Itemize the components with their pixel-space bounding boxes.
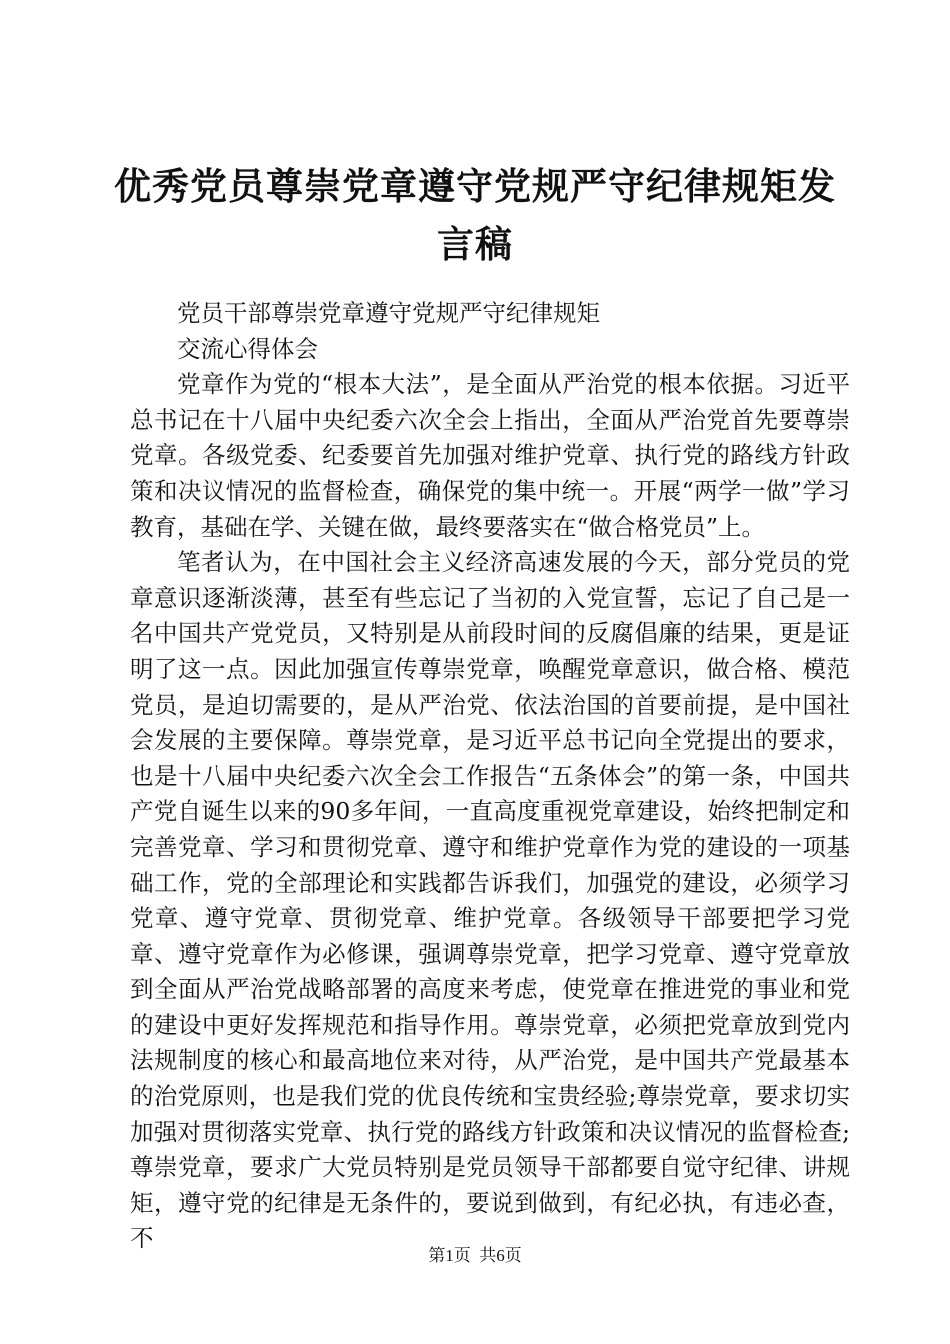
subtitle-line-1: 党员干部尊崇党章遵守党规严守纪律规矩 [177, 299, 600, 327]
paragraph-2: 笔者认为，在中国社会主义经济高速发展的今天，部分党员的党章意识逐渐淡薄，甚至有些忘记了当初的入党宣誓，忘记了自己是一名中国共产党党员，又特别是从前段时间的反腐倡廉的结果，更是证明了这一点。因此加强宣传尊崇党章，唤醒党章意识，做合格、模范党员，是迫切需要的，是从严治党、依法治国的首要前提，是中国社会发展的主要保障。尊崇党章，是习近平总书记向全党提出的要求，也是十八届中央纪委六次全会工作报告“五条体会”的第一条，中国共产党自诞生以来的90多年间，一直高度重视党章建设，始终把制定和完善党章、学习和贯彻党章、遵守和维护党章作为党的建设的一项基础工作，党的全部理论和实践都告诉我们，加强党的建设，必须学习党章、遵守党章、贯彻党章、维护党章。各级领导干部要把学习党章、遵守党章作为必修课，强调尊崇党章，把学习党章、遵守党章放到全面从严治党战略部署的高度来考虑，使党章在推进党的事业和党的建设中更好发挥规范和指导作用。尊崇党章，必须把党章放到党内法规制度的核心和最高地位来对待，从严治党，是中国共产党最基本的治党原则，也是我们党的优良传统和宝贵经验;尊崇党章，要求切实加强对贯彻落实党章、执行党的路线方针政策和决议情况的监督检查;尊崇党章，要求广大党员特别是党员领导干部都要自觉守纪律、讲规矩，遵守党的纪律是无条件的，要说到做到，有纪必执，有违必查，不 [130, 548, 850, 1253]
page-number: 第1页 共6页 [428, 1246, 522, 1265]
document-body [130, 296, 850, 1257]
page-footer [0, 1241, 950, 1266]
subtitle-line-2: 交流心得体会 [177, 334, 318, 363]
page-title: 优秀党员尊崇党章遵守党规严守纪律规矩发言稿 [114, 165, 836, 266]
paragraph-1: 党章作为党的“根本大法”，是全面从严治党的根本依据。习近平总书记在十八届中央纪委六次全会上指出，全面从严治党首先要尊崇党章。各级党委、纪委要首先加强对维护党章、执行党的路线方针政策和决议情况的监督检查，确保党的集中统一。开展“两学一做”学习教育，基础在学、关键在做，最终要落实在“做合格党员”上。 [130, 370, 850, 541]
